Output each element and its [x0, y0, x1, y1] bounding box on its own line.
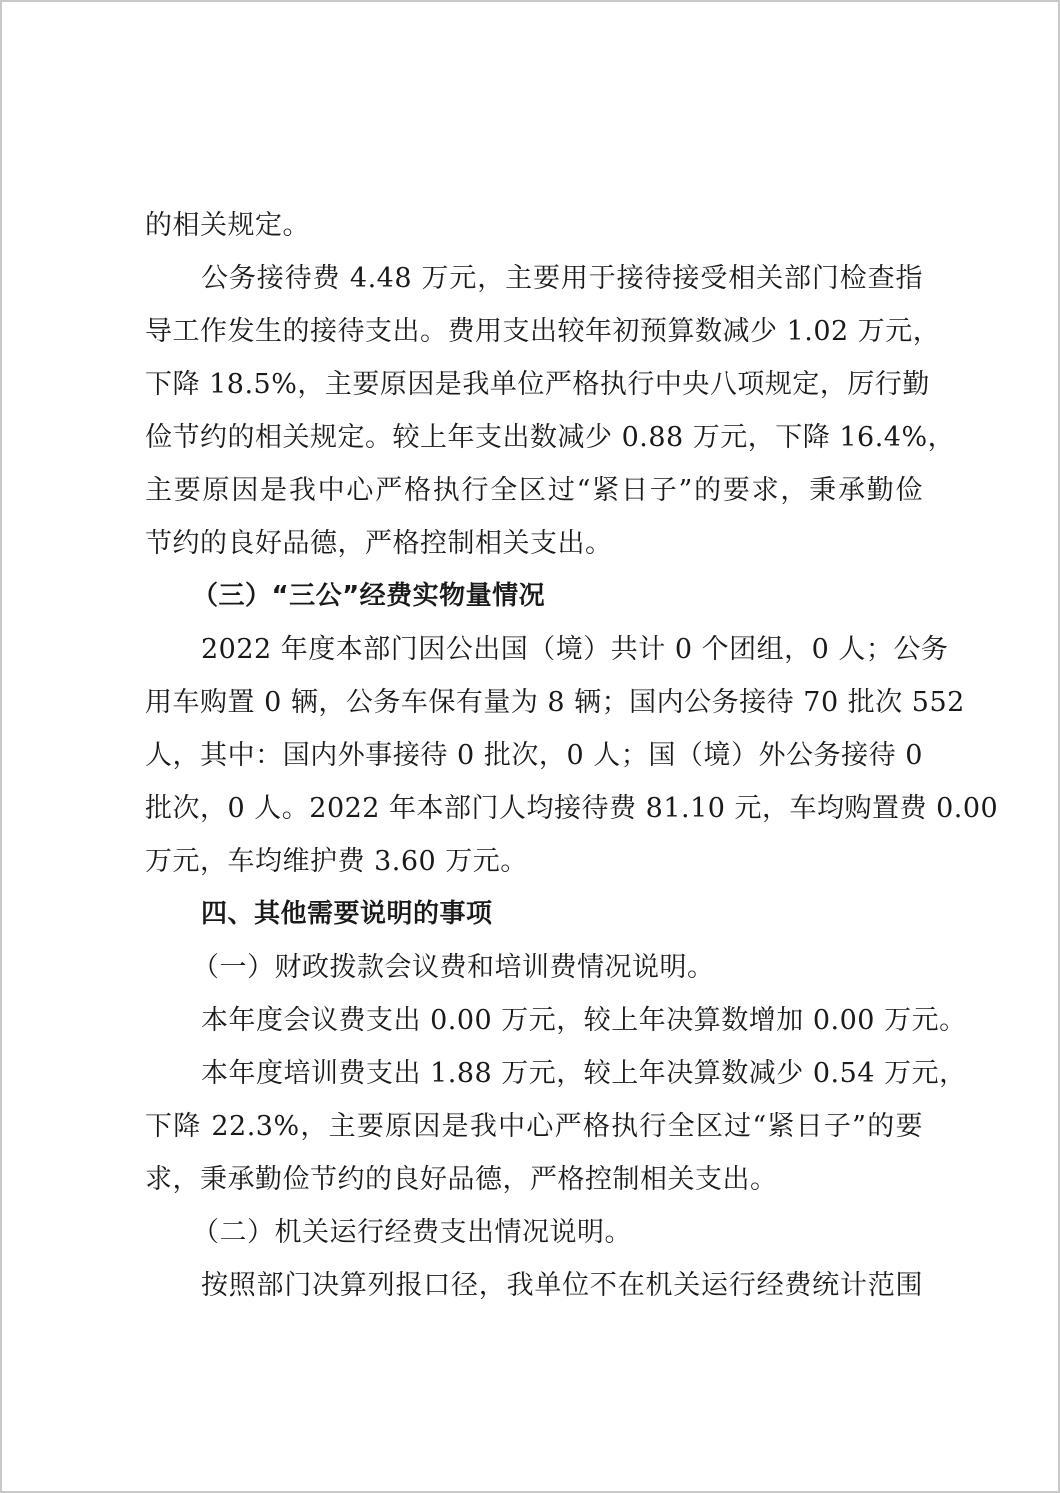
paragraph-line: 节约的良好品德，严格控制相关支出。	[145, 528, 613, 559]
section-heading: 四、其他需要说明的事项	[201, 899, 493, 929]
paragraph-line: 公务接待费 4.48 万元，主要用于接待接受相关部门检查指	[201, 263, 923, 294]
section-heading: （三）“三公”经费实物量情况	[192, 581, 546, 611]
subsection-heading: （一）财政拨款会议费和培训费情况说明。	[192, 952, 715, 983]
subsection-heading: （二）机关运行经费支出情况说明。	[192, 1217, 632, 1248]
paragraph-line: 批次，0 人。2022 年本部门人均接待费 81.10 元，车均购置费 0.00	[145, 793, 999, 824]
paragraph-line: 的相关规定。	[145, 210, 310, 241]
paragraph-line: 俭节约的相关规定。较上年支出数减少 0.88 万元，下降 16.4%，	[145, 422, 956, 453]
paragraph-line: 求，秉承勤俭节约的良好品德，严格控制相关支出。	[145, 1164, 778, 1195]
paragraph-line: 按照部门决算列报口径，我单位不在机关运行经费统计范围	[201, 1270, 923, 1301]
paragraph-line: 万元，车均维护费 3.60 万元。	[145, 846, 528, 877]
paragraph-line: 主要原因是我中心严格执行全区过“紧日子”的要求，秉承勤俭	[145, 475, 923, 506]
document-body	[145, 199, 999, 1312]
paragraph-line: 人，其中：国内外事接待 0 批次，0 人；国（境）外公务接待 0	[145, 740, 923, 771]
paragraph-line: 下降 22.3%，主要原因是我中心严格执行全区过“紧日子”的要	[145, 1111, 923, 1142]
paragraph-line: 用车购置 0 辆，公务车保有量为 8 辆；国内公务接待 70 批次 552	[145, 687, 965, 718]
paragraph-line: 导工作发生的接待支出。费用支出较年初预算数减少 1.02 万元，	[145, 316, 941, 347]
paragraph-line: 本年度会议费支出 0.00 万元，较上年决算数增加 0.00 万元。	[201, 1005, 967, 1036]
paragraph-line: 下降 18.5%，主要原因是我单位严格执行中央八项规定，厉行勤	[145, 369, 930, 400]
paragraph-line: 2022 年度本部门因公出国（境）共计 0 个团组，0 人；公务	[201, 634, 949, 665]
paragraph-line: 本年度培训费支出 1.88 万元，较上年决算数减少 0.54 万元，	[201, 1058, 967, 1089]
